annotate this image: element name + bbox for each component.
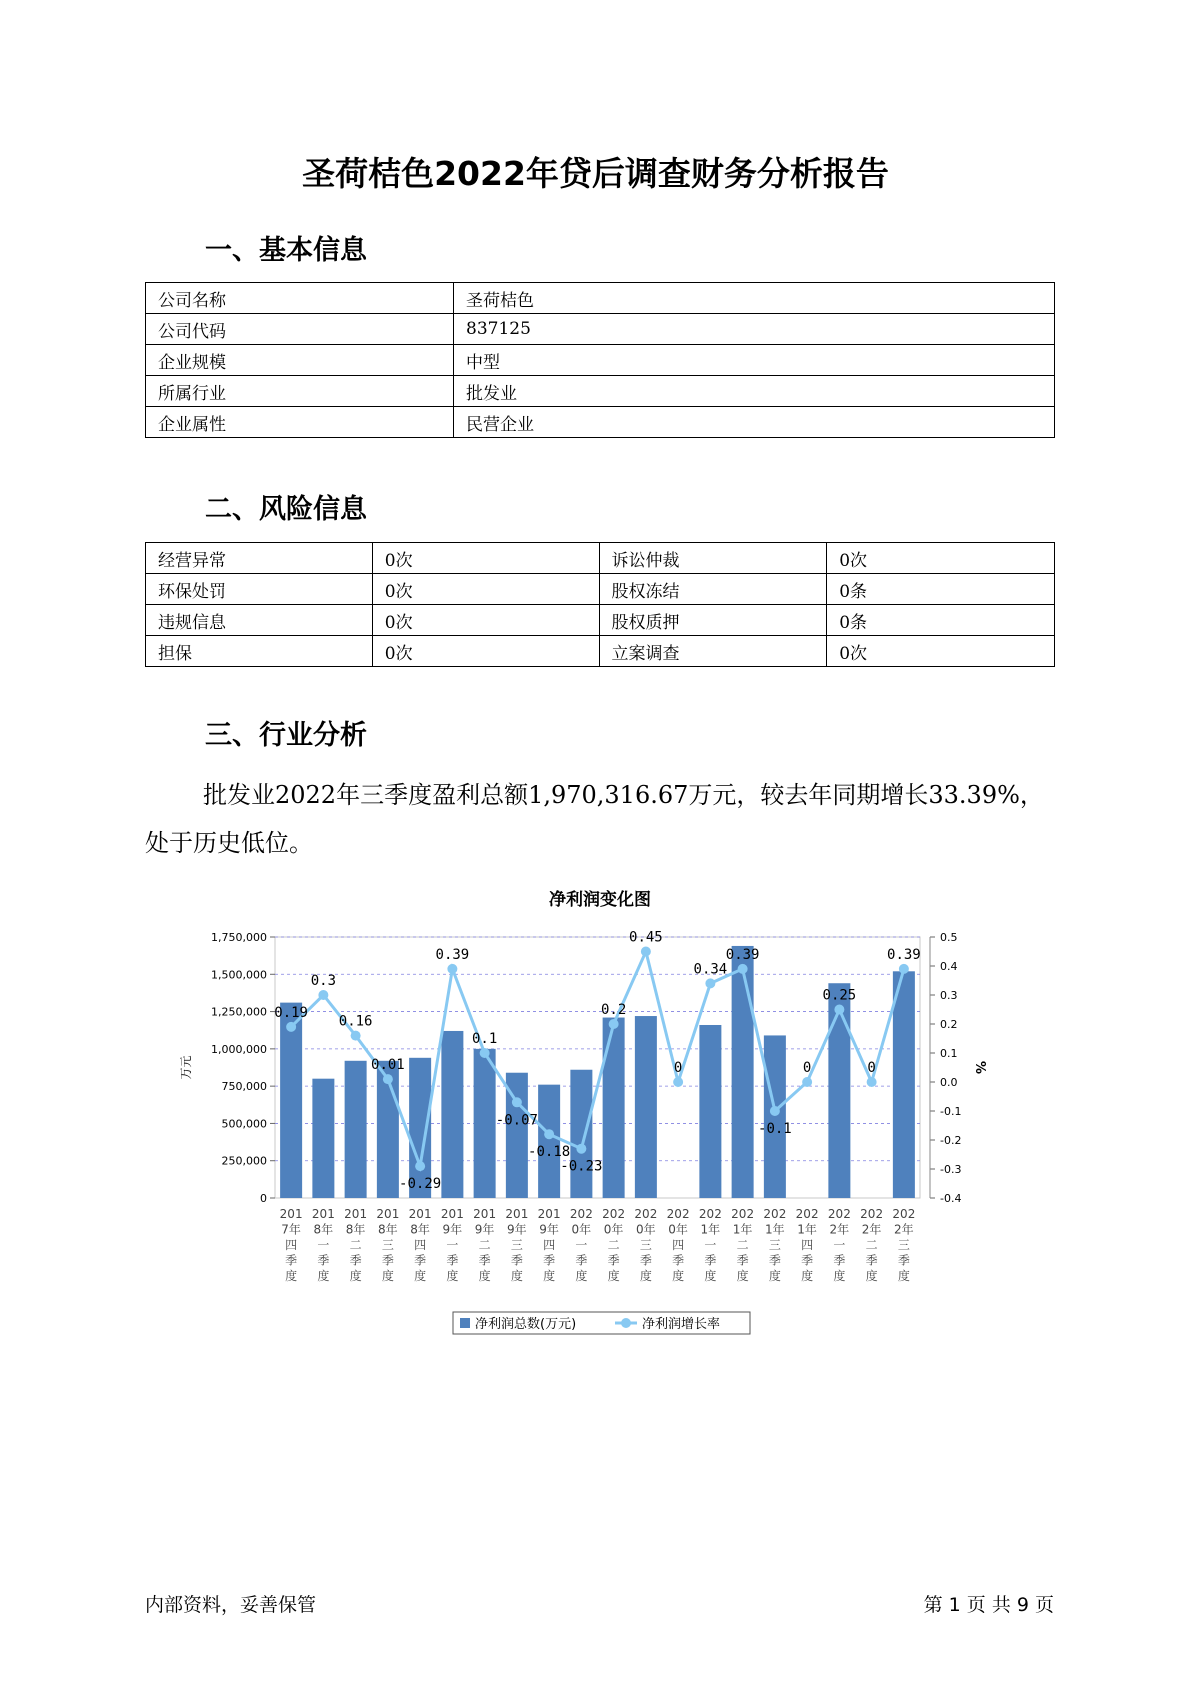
bar: [732, 946, 754, 1198]
data-label: -0.29: [399, 1176, 442, 1193]
y-tick-label: 1,000,000: [211, 1042, 267, 1056]
data-label: -0.1: [758, 1121, 792, 1137]
basic-info-row: [146, 314, 1055, 345]
bar: [441, 1031, 463, 1198]
x-tick-label: 201 9年二季度: [473, 1207, 497, 1283]
basic-info-label: 所属行业: [146, 376, 454, 407]
basic-info-value: 批发业: [454, 376, 1055, 407]
data-label: -0.07: [495, 1112, 538, 1129]
x-tick-label: 201 8年二季度: [344, 1207, 368, 1283]
x-tick-label: 202 0年三季度: [634, 1207, 658, 1283]
basic-info-value: 圣荷桔色: [454, 283, 1055, 314]
y-tick-label: 0: [260, 1192, 267, 1205]
basic-info-row: [146, 407, 1055, 438]
data-label: 0.19: [274, 1004, 308, 1021]
x-tick-label: 201 9年一季度: [440, 1207, 464, 1283]
data-label: 0: [867, 1060, 876, 1076]
page-title: 圣荷桔色2022年贷后调查财务分析报告: [302, 154, 889, 193]
section-heading-basic: 一、基本信息: [205, 235, 367, 266]
x-tick-label: 202 2年二季度: [860, 1207, 884, 1283]
y-tick-label: 1,500,000: [211, 968, 267, 982]
growth-point: [383, 1074, 393, 1084]
growth-point: [447, 964, 457, 974]
section-heading-risk: 二、风险信息: [205, 494, 367, 525]
risk-info-value: 0条: [827, 605, 1055, 636]
growth-point: [770, 1106, 780, 1116]
data-label: 0.3: [310, 973, 337, 989]
data-label: 0.2: [600, 1002, 627, 1018]
basic-info-label: 公司名称: [146, 283, 454, 314]
x-tick-label: 202 1年一季度: [698, 1207, 722, 1283]
risk-info-value: 0次: [827, 636, 1055, 667]
data-label: -0.23: [560, 1158, 603, 1175]
basic-info-value: 民营企业: [454, 407, 1055, 438]
bar: [345, 1061, 367, 1198]
x-tick-label: 201 8年一季度: [311, 1207, 335, 1283]
risk-info-label: 经营异常: [146, 543, 373, 574]
risk-info-label: 环保处罚: [146, 574, 373, 605]
y-tick-label: 1,250,000: [211, 1005, 267, 1019]
x-tick-label: 202 0年一季度: [569, 1207, 593, 1283]
y2-tick-label: -0.2: [940, 1134, 962, 1147]
data-label: 0.45: [629, 929, 663, 946]
y2-axis-label: %: [972, 1060, 987, 1075]
bar: [538, 1085, 560, 1198]
data-label: 0.39: [725, 946, 760, 963]
y2-tick-label: -0.3: [940, 1163, 962, 1176]
growth-point: [351, 1031, 361, 1041]
data-label: 0.25: [822, 987, 857, 1004]
growth-point: [609, 1019, 619, 1029]
x-tick-label: 201 7年四季度: [279, 1207, 303, 1283]
bar: [828, 983, 850, 1198]
growth-point: [673, 1077, 683, 1087]
basic-info-value: 837125: [454, 314, 1055, 345]
basic-info-row: [146, 345, 1055, 376]
basic-info-table: [145, 282, 1055, 438]
x-tick-label: 202 0年四季度: [666, 1207, 690, 1283]
risk-info-row: [146, 543, 1055, 574]
net-profit-chart: [179, 880, 987, 1350]
y2-tick-label: 0.2: [940, 1018, 958, 1031]
x-tick-label: 202 1年二季度: [731, 1207, 755, 1283]
data-label: 0.34: [693, 961, 728, 978]
x-tick-label: 202 2年一季度: [827, 1207, 851, 1283]
risk-info-label: 担保: [146, 636, 373, 667]
chart-title: 净利润变化图: [549, 890, 651, 910]
bar: [699, 1025, 721, 1198]
growth-point: [544, 1129, 554, 1139]
y2-tick-label: 0.3: [940, 989, 958, 1002]
risk-info-row: [146, 605, 1055, 636]
industry-paragraph: [145, 771, 1055, 867]
data-label: 0.1: [471, 1031, 498, 1047]
legend-label-bar: 净利润总数(万元): [475, 1317, 577, 1332]
risk-info-value: 0条: [827, 574, 1055, 605]
bar: [312, 1079, 334, 1198]
bar: [893, 971, 915, 1198]
risk-info-label: 违规信息: [146, 605, 373, 636]
growth-point: [576, 1144, 586, 1154]
section-heading-industry: 三、行业分析: [205, 720, 367, 751]
y-tick-label: 250,000: [221, 1154, 267, 1168]
risk-info-row: [146, 636, 1055, 667]
bar: [635, 1016, 657, 1198]
x-tick-label: 202 2年三季度: [892, 1207, 916, 1283]
data-label: 0: [802, 1060, 812, 1076]
x-tick-label: 202 0年二季度: [602, 1207, 626, 1283]
growth-point: [867, 1077, 877, 1087]
risk-info-label: 诉讼仲裁: [599, 543, 827, 574]
risk-info-table: [145, 542, 1055, 667]
y2-tick-label: 0.1: [940, 1047, 958, 1060]
y2-tick-label: -0.1: [940, 1105, 962, 1118]
data-label: 0.16: [338, 1013, 373, 1030]
data-label: 0: [673, 1060, 683, 1076]
y-tick-label: 750,000: [221, 1080, 267, 1094]
data-label: 0.39: [887, 946, 921, 963]
growth-point: [415, 1161, 425, 1171]
growth-point: [738, 964, 748, 974]
industry-text: 批发业2022年三季度盈利总额1,970,316.67万元，较去年同期增长33.39%，处于历史低位。: [145, 781, 1044, 857]
x-tick-label: 201 9年四季度: [537, 1207, 561, 1283]
y2-tick-label: 0.4: [940, 960, 958, 973]
y2-tick-label: -0.4: [940, 1192, 962, 1205]
bar: [474, 1049, 496, 1198]
growth-point: [834, 1005, 844, 1015]
y2-tick-label: 0.0: [940, 1076, 958, 1089]
data-label: 0.39: [435, 946, 470, 963]
bar: [764, 1035, 786, 1198]
y-tick-label: 500,000: [221, 1117, 267, 1131]
basic-info-row: [146, 283, 1055, 314]
risk-info-value: 0次: [372, 574, 599, 605]
basic-info-row: [146, 376, 1055, 407]
footer-page-number: 第 1 页 共 9 页: [923, 1594, 1054, 1616]
growth-point: [512, 1097, 522, 1107]
risk-info-value: 0次: [372, 636, 599, 667]
growth-point: [480, 1048, 490, 1058]
x-tick-label: 201 8年四季度: [408, 1207, 432, 1283]
growth-point: [705, 978, 715, 988]
basic-info-label: 公司代码: [146, 314, 454, 345]
growth-point: [286, 1022, 296, 1032]
bar: [570, 1070, 592, 1198]
growth-point: [899, 964, 909, 974]
risk-info-label: 股权冻结: [599, 574, 827, 605]
legend-swatch-marker: [621, 1318, 631, 1328]
risk-info-value: 0次: [827, 543, 1055, 574]
footer-confidential: 内部资料，妥善保管: [145, 1594, 317, 1616]
y-tick-label: 1,750,000: [211, 931, 267, 944]
y2-tick-label: 0.5: [940, 931, 958, 944]
risk-info-value: 0次: [372, 543, 599, 574]
basic-info-value: 中型: [454, 345, 1055, 376]
risk-info-value: 0次: [372, 605, 599, 636]
bar: [603, 1018, 625, 1198]
x-tick-label: 202 1年四季度: [795, 1207, 819, 1283]
risk-info-row: [146, 574, 1055, 605]
data-label: -0.18: [528, 1144, 571, 1161]
basic-info-label: 企业规模: [146, 345, 454, 376]
basic-info-label: 企业属性: [146, 407, 454, 438]
bar: [280, 1003, 302, 1198]
x-tick-label: 201 8年三季度: [376, 1207, 400, 1283]
risk-info-label: 股权质押: [599, 605, 827, 636]
growth-point: [641, 947, 651, 957]
growth-point: [802, 1077, 812, 1087]
growth-point: [318, 990, 328, 1000]
y-axis-label: 万元: [179, 1055, 193, 1080]
x-tick-label: 202 1年三季度: [763, 1207, 787, 1283]
x-tick-label: 201 9年三季度: [505, 1207, 529, 1283]
data-label: 0.01: [371, 1057, 405, 1074]
legend-label-line: 净利润增长率: [642, 1317, 721, 1332]
legend-swatch-bar: [460, 1318, 470, 1328]
risk-info-label: 立案调查: [599, 636, 827, 667]
